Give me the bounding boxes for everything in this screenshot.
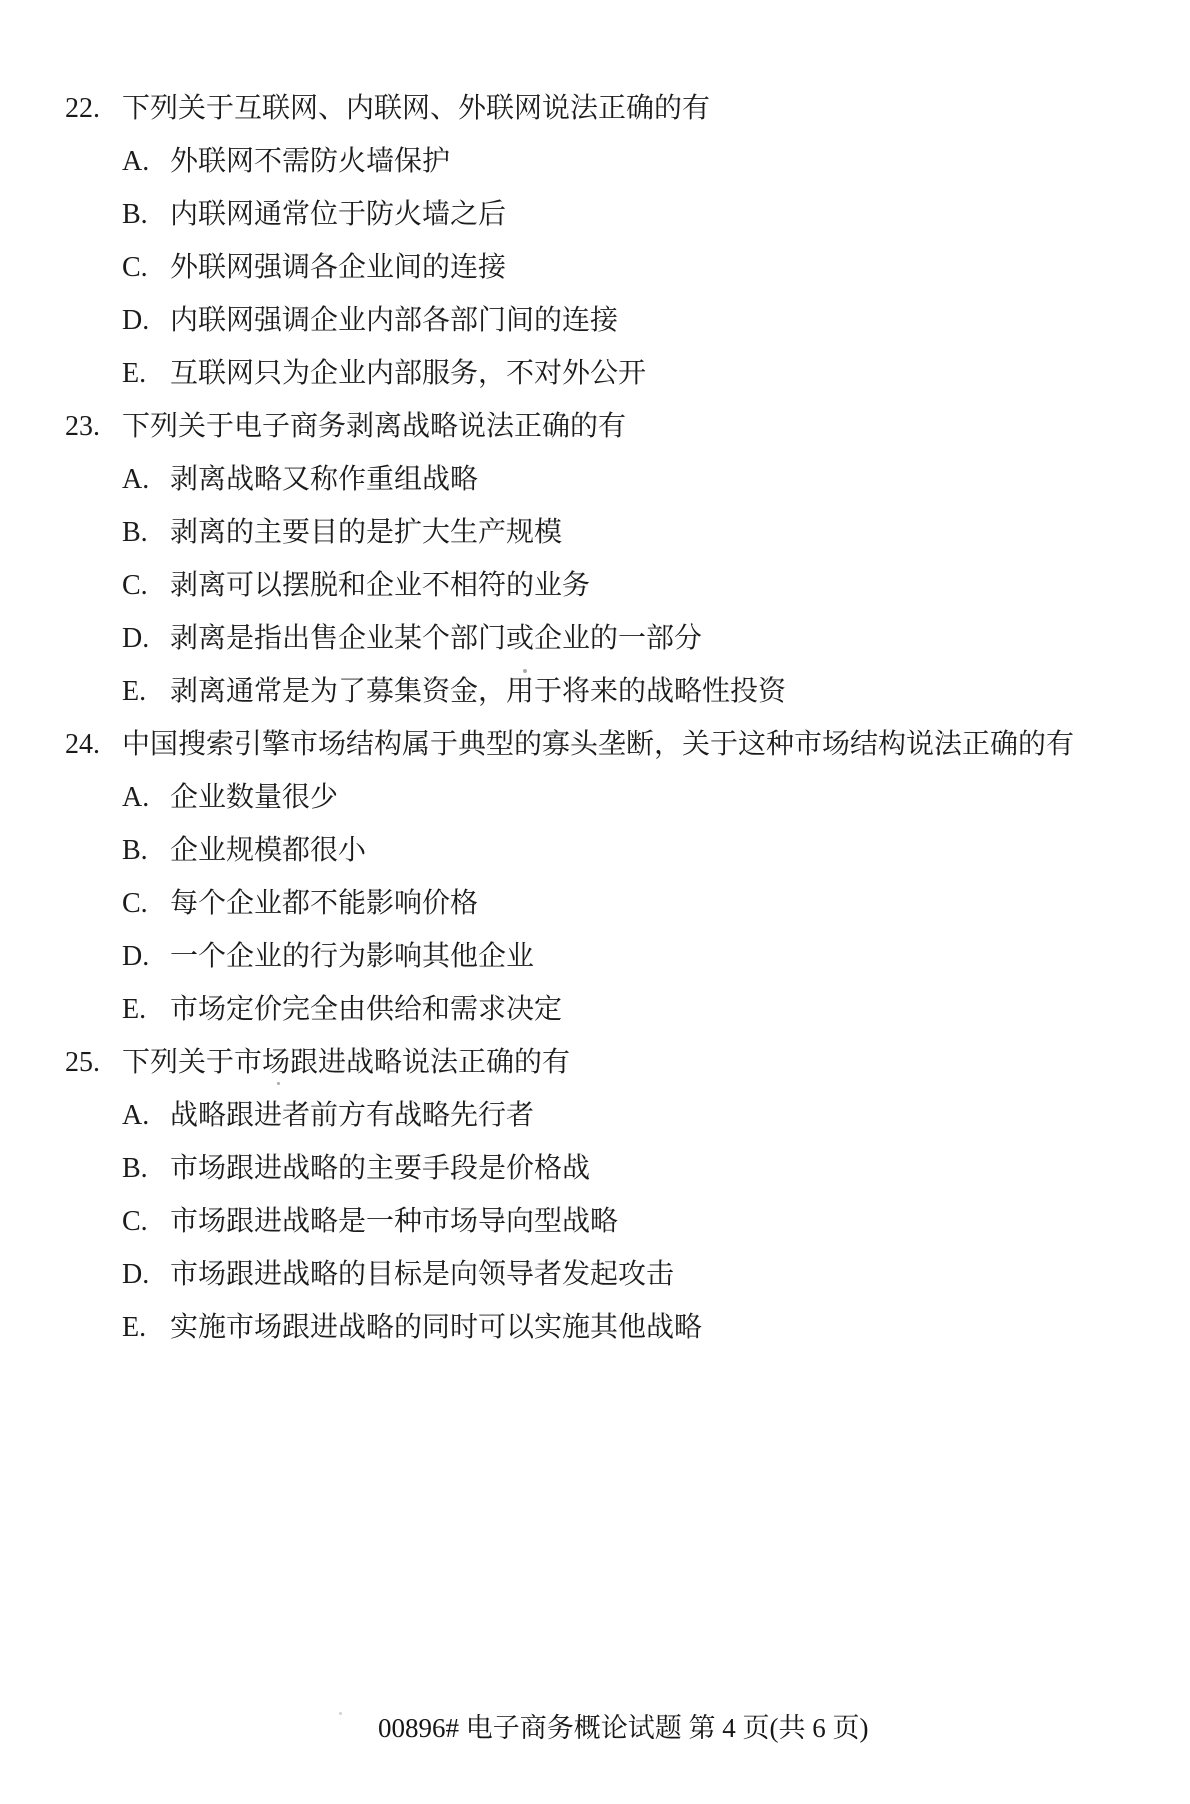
option-row bbox=[0, 559, 1190, 612]
option-text: 市场跟进战略的目标是向领导者发起攻击 bbox=[170, 1259, 675, 1290]
question-stem-row bbox=[0, 718, 1190, 771]
question-number: 24. bbox=[65, 729, 100, 760]
option-row bbox=[0, 612, 1190, 665]
option-text: 战略跟进者前方有战略先行者 bbox=[170, 1100, 535, 1131]
option-row bbox=[0, 135, 1190, 188]
option-label: D. bbox=[122, 1259, 150, 1290]
option-text: 一个企业的行为影响其他企业 bbox=[170, 941, 535, 972]
question-block bbox=[0, 82, 1190, 400]
option-label: C. bbox=[122, 570, 148, 601]
question-block bbox=[0, 400, 1190, 718]
option-text: 剥离是指出售企业某个部门或企业的一部分 bbox=[170, 623, 703, 654]
option-row bbox=[0, 241, 1190, 294]
option-text: 内联网通常位于防火墙之后 bbox=[170, 199, 507, 230]
scan-speck bbox=[339, 1712, 342, 1715]
option-row bbox=[0, 771, 1190, 824]
option-row bbox=[0, 188, 1190, 241]
option-label: B. bbox=[122, 835, 148, 866]
option-label: A. bbox=[122, 146, 150, 177]
option-text: 剥离的主要目的是扩大生产规模 bbox=[170, 517, 563, 548]
question-list bbox=[0, 82, 1190, 1354]
question-stem-row bbox=[0, 1036, 1190, 1089]
option-row bbox=[0, 824, 1190, 877]
option-label: D. bbox=[122, 305, 150, 336]
option-text: 企业规模都很小 bbox=[170, 835, 367, 866]
option-row bbox=[0, 877, 1190, 930]
option-text: 剥离战略又称作重组战略 bbox=[170, 464, 479, 495]
option-text: 外联网强调各企业间的连接 bbox=[170, 252, 507, 283]
question-stem: 中国搜索引擎市场结构属于典型的寡头垄断，关于这种市场结构说法正确的有 bbox=[122, 729, 1075, 760]
question-block bbox=[0, 1036, 1190, 1354]
scan-speck bbox=[277, 1082, 280, 1085]
option-text: 内联网强调企业内部各部门间的连接 bbox=[170, 305, 619, 336]
option-row bbox=[0, 347, 1190, 400]
option-label: B. bbox=[122, 199, 148, 230]
option-label: C. bbox=[122, 1206, 148, 1237]
option-label: E. bbox=[122, 994, 147, 1025]
page-footer bbox=[378, 1706, 868, 1744]
question-number: 25. bbox=[65, 1047, 100, 1078]
option-row bbox=[0, 1142, 1190, 1195]
scan-speck bbox=[523, 669, 527, 673]
option-row bbox=[0, 930, 1190, 983]
option-row bbox=[0, 665, 1190, 718]
option-text: 市场跟进战略是一种市场导向型战略 bbox=[170, 1206, 619, 1237]
option-label: B. bbox=[122, 1153, 148, 1184]
option-row bbox=[0, 1195, 1190, 1248]
question-stem: 下列关于电子商务剥离战略说法正确的有 bbox=[122, 411, 627, 442]
option-label: E. bbox=[122, 676, 147, 707]
option-label: C. bbox=[122, 888, 148, 919]
option-label: E. bbox=[122, 1312, 147, 1343]
option-text: 实施市场跟进战略的同时可以实施其他战略 bbox=[170, 1312, 703, 1343]
option-label: D. bbox=[122, 623, 150, 654]
question-stem: 下列关于市场跟进战略说法正确的有 bbox=[122, 1047, 571, 1078]
question-stem-row bbox=[0, 400, 1190, 453]
option-row bbox=[0, 294, 1190, 347]
question-number: 22. bbox=[65, 93, 100, 124]
option-text: 外联网不需防火墙保护 bbox=[170, 146, 451, 177]
option-label: A. bbox=[122, 464, 150, 495]
option-label: D. bbox=[122, 941, 150, 972]
option-label: B. bbox=[122, 517, 148, 548]
option-text: 互联网只为企业内部服务，不对外公开 bbox=[170, 358, 647, 389]
option-row bbox=[0, 453, 1190, 506]
option-label: C. bbox=[122, 252, 148, 283]
option-text: 剥离可以摆脱和企业不相符的业务 bbox=[170, 570, 591, 601]
option-row bbox=[0, 1089, 1190, 1142]
page-footer-text: 00896# 电子商务概论试题 第 4 页(共 6 页) bbox=[378, 1712, 869, 1743]
option-label: E. bbox=[122, 358, 147, 389]
option-label: A. bbox=[122, 782, 150, 813]
question-number: 23. bbox=[65, 411, 100, 442]
option-row bbox=[0, 1301, 1190, 1354]
question-block bbox=[0, 718, 1190, 1036]
option-text: 市场跟进战略的主要手段是价格战 bbox=[170, 1153, 591, 1184]
option-text: 剥离通常是为了募集资金，用于将来的战略性投资 bbox=[170, 676, 787, 707]
option-row bbox=[0, 506, 1190, 559]
question-stem: 下列关于互联网、内联网、外联网说法正确的有 bbox=[122, 93, 711, 124]
option-text: 市场定价完全由供给和需求决定 bbox=[170, 994, 563, 1025]
option-row bbox=[0, 1248, 1190, 1301]
question-stem-row bbox=[0, 82, 1190, 135]
option-label: A. bbox=[122, 1100, 150, 1131]
option-text: 企业数量很少 bbox=[170, 782, 339, 813]
option-row bbox=[0, 983, 1190, 1036]
option-text: 每个企业都不能影响价格 bbox=[170, 888, 479, 919]
